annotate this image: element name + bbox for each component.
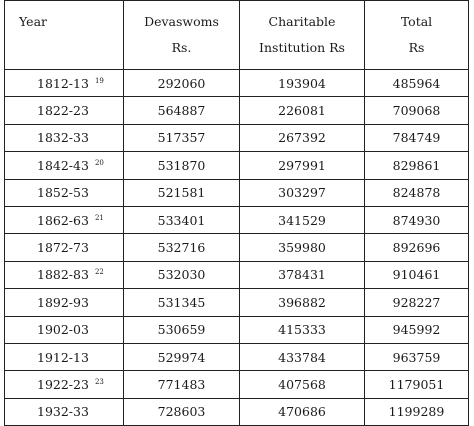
column-header-devaswoms [124, 1, 240, 70]
data-table-container [4, 0, 469, 426]
cell-year [5, 289, 124, 316]
cell-year [5, 124, 124, 151]
year-label: 1812-13 [37, 75, 89, 91]
cell-charitable: 226081 [240, 97, 365, 124]
cell-devaswoms: 728603 [124, 398, 240, 425]
cell-total: 1199289 [365, 398, 469, 425]
cell-charitable: 297991 [240, 152, 365, 179]
cell-devaswoms: 292060 [124, 70, 240, 97]
column-header-year [5, 1, 124, 70]
cell-year [5, 371, 124, 398]
cell-year [5, 316, 124, 343]
column-header-line: Total [400, 14, 433, 29]
column-header-charitable [240, 1, 365, 70]
cell-charitable: 415333 [240, 316, 365, 343]
cell-devaswoms: 771483 [124, 371, 240, 398]
column-header-unit: Rs. [171, 40, 192, 55]
year-label: 1822-23 [37, 103, 89, 119]
table-row [5, 206, 469, 233]
table-row [5, 316, 469, 343]
year-label: 1882-83 [37, 267, 89, 283]
column-header-unit: Institution Rs [259, 40, 345, 55]
cell-charitable: 407568 [240, 371, 365, 398]
table-row [5, 234, 469, 261]
footnote-marker: 19 [94, 76, 104, 85]
year-label: 1862-63 [37, 212, 89, 228]
footnote-marker: 21 [94, 213, 104, 222]
table-row [5, 398, 469, 425]
cell-total: 1179051 [365, 371, 469, 398]
cell-total: 874930 [365, 206, 469, 233]
cell-devaswoms: 529974 [124, 343, 240, 370]
column-header-total [365, 1, 469, 70]
year-label: 1832-33 [37, 130, 89, 146]
cell-year [5, 343, 124, 370]
column-header-line: Charitable [268, 14, 336, 29]
year-label: 1932-33 [37, 404, 89, 420]
cell-devaswoms: 531345 [124, 289, 240, 316]
cell-charitable: 193904 [240, 70, 365, 97]
cell-charitable: 470686 [240, 398, 365, 425]
table-row [5, 343, 469, 370]
footnote-marker: 23 [94, 377, 104, 386]
cell-total: 824878 [365, 179, 469, 206]
cell-devaswoms: 530659 [124, 316, 240, 343]
cell-total: 945992 [365, 316, 469, 343]
table-body [5, 70, 469, 426]
cell-total: 892696 [365, 234, 469, 261]
cell-devaswoms: 533401 [124, 206, 240, 233]
cell-charitable: 359980 [240, 234, 365, 261]
cell-year [5, 206, 124, 233]
cell-charitable: 341529 [240, 206, 365, 233]
table-row [5, 124, 469, 151]
cell-year [5, 398, 124, 425]
table-row [5, 179, 469, 206]
cell-year [5, 261, 124, 288]
cell-charitable: 433784 [240, 343, 365, 370]
column-header-unit: Rs [408, 40, 425, 55]
cell-year [5, 70, 124, 97]
column-header-line: Devaswoms [144, 14, 219, 29]
year-label: 1852-53 [37, 185, 89, 201]
cell-total: 928227 [365, 289, 469, 316]
cell-year [5, 152, 124, 179]
table-row [5, 70, 469, 97]
cell-total: 485964 [365, 70, 469, 97]
year-label: 1912-13 [37, 349, 89, 365]
cell-total: 709068 [365, 97, 469, 124]
cell-devaswoms: 521581 [124, 179, 240, 206]
year-label: 1892-93 [37, 294, 89, 310]
table-header-row [5, 1, 469, 70]
cell-year [5, 97, 124, 124]
cell-year [5, 234, 124, 261]
column-header-line: Year [19, 14, 47, 29]
footnote-marker: 20 [94, 158, 104, 167]
cell-devaswoms: 532030 [124, 261, 240, 288]
cell-total: 910461 [365, 261, 469, 288]
footnote-marker: 22 [94, 268, 104, 277]
cell-total: 963759 [365, 343, 469, 370]
cell-charitable: 267392 [240, 124, 365, 151]
cell-charitable: 396882 [240, 289, 365, 316]
cell-year [5, 179, 124, 206]
cell-total: 784749 [365, 124, 469, 151]
cell-devaswoms: 531870 [124, 152, 240, 179]
cell-devaswoms: 532716 [124, 234, 240, 261]
year-label: 1902-03 [37, 322, 89, 338]
table-row [5, 152, 469, 179]
table-row [5, 371, 469, 398]
data-table [4, 0, 469, 426]
table-row [5, 289, 469, 316]
cell-total: 829861 [365, 152, 469, 179]
cell-charitable: 303297 [240, 179, 365, 206]
table-row [5, 261, 469, 288]
cell-charitable: 378431 [240, 261, 365, 288]
cell-devaswoms: 564887 [124, 97, 240, 124]
year-label: 1872-73 [37, 240, 89, 256]
cell-devaswoms: 517357 [124, 124, 240, 151]
year-label: 1842-43 [37, 157, 89, 173]
year-label: 1922-23 [37, 376, 89, 392]
table-row [5, 97, 469, 124]
